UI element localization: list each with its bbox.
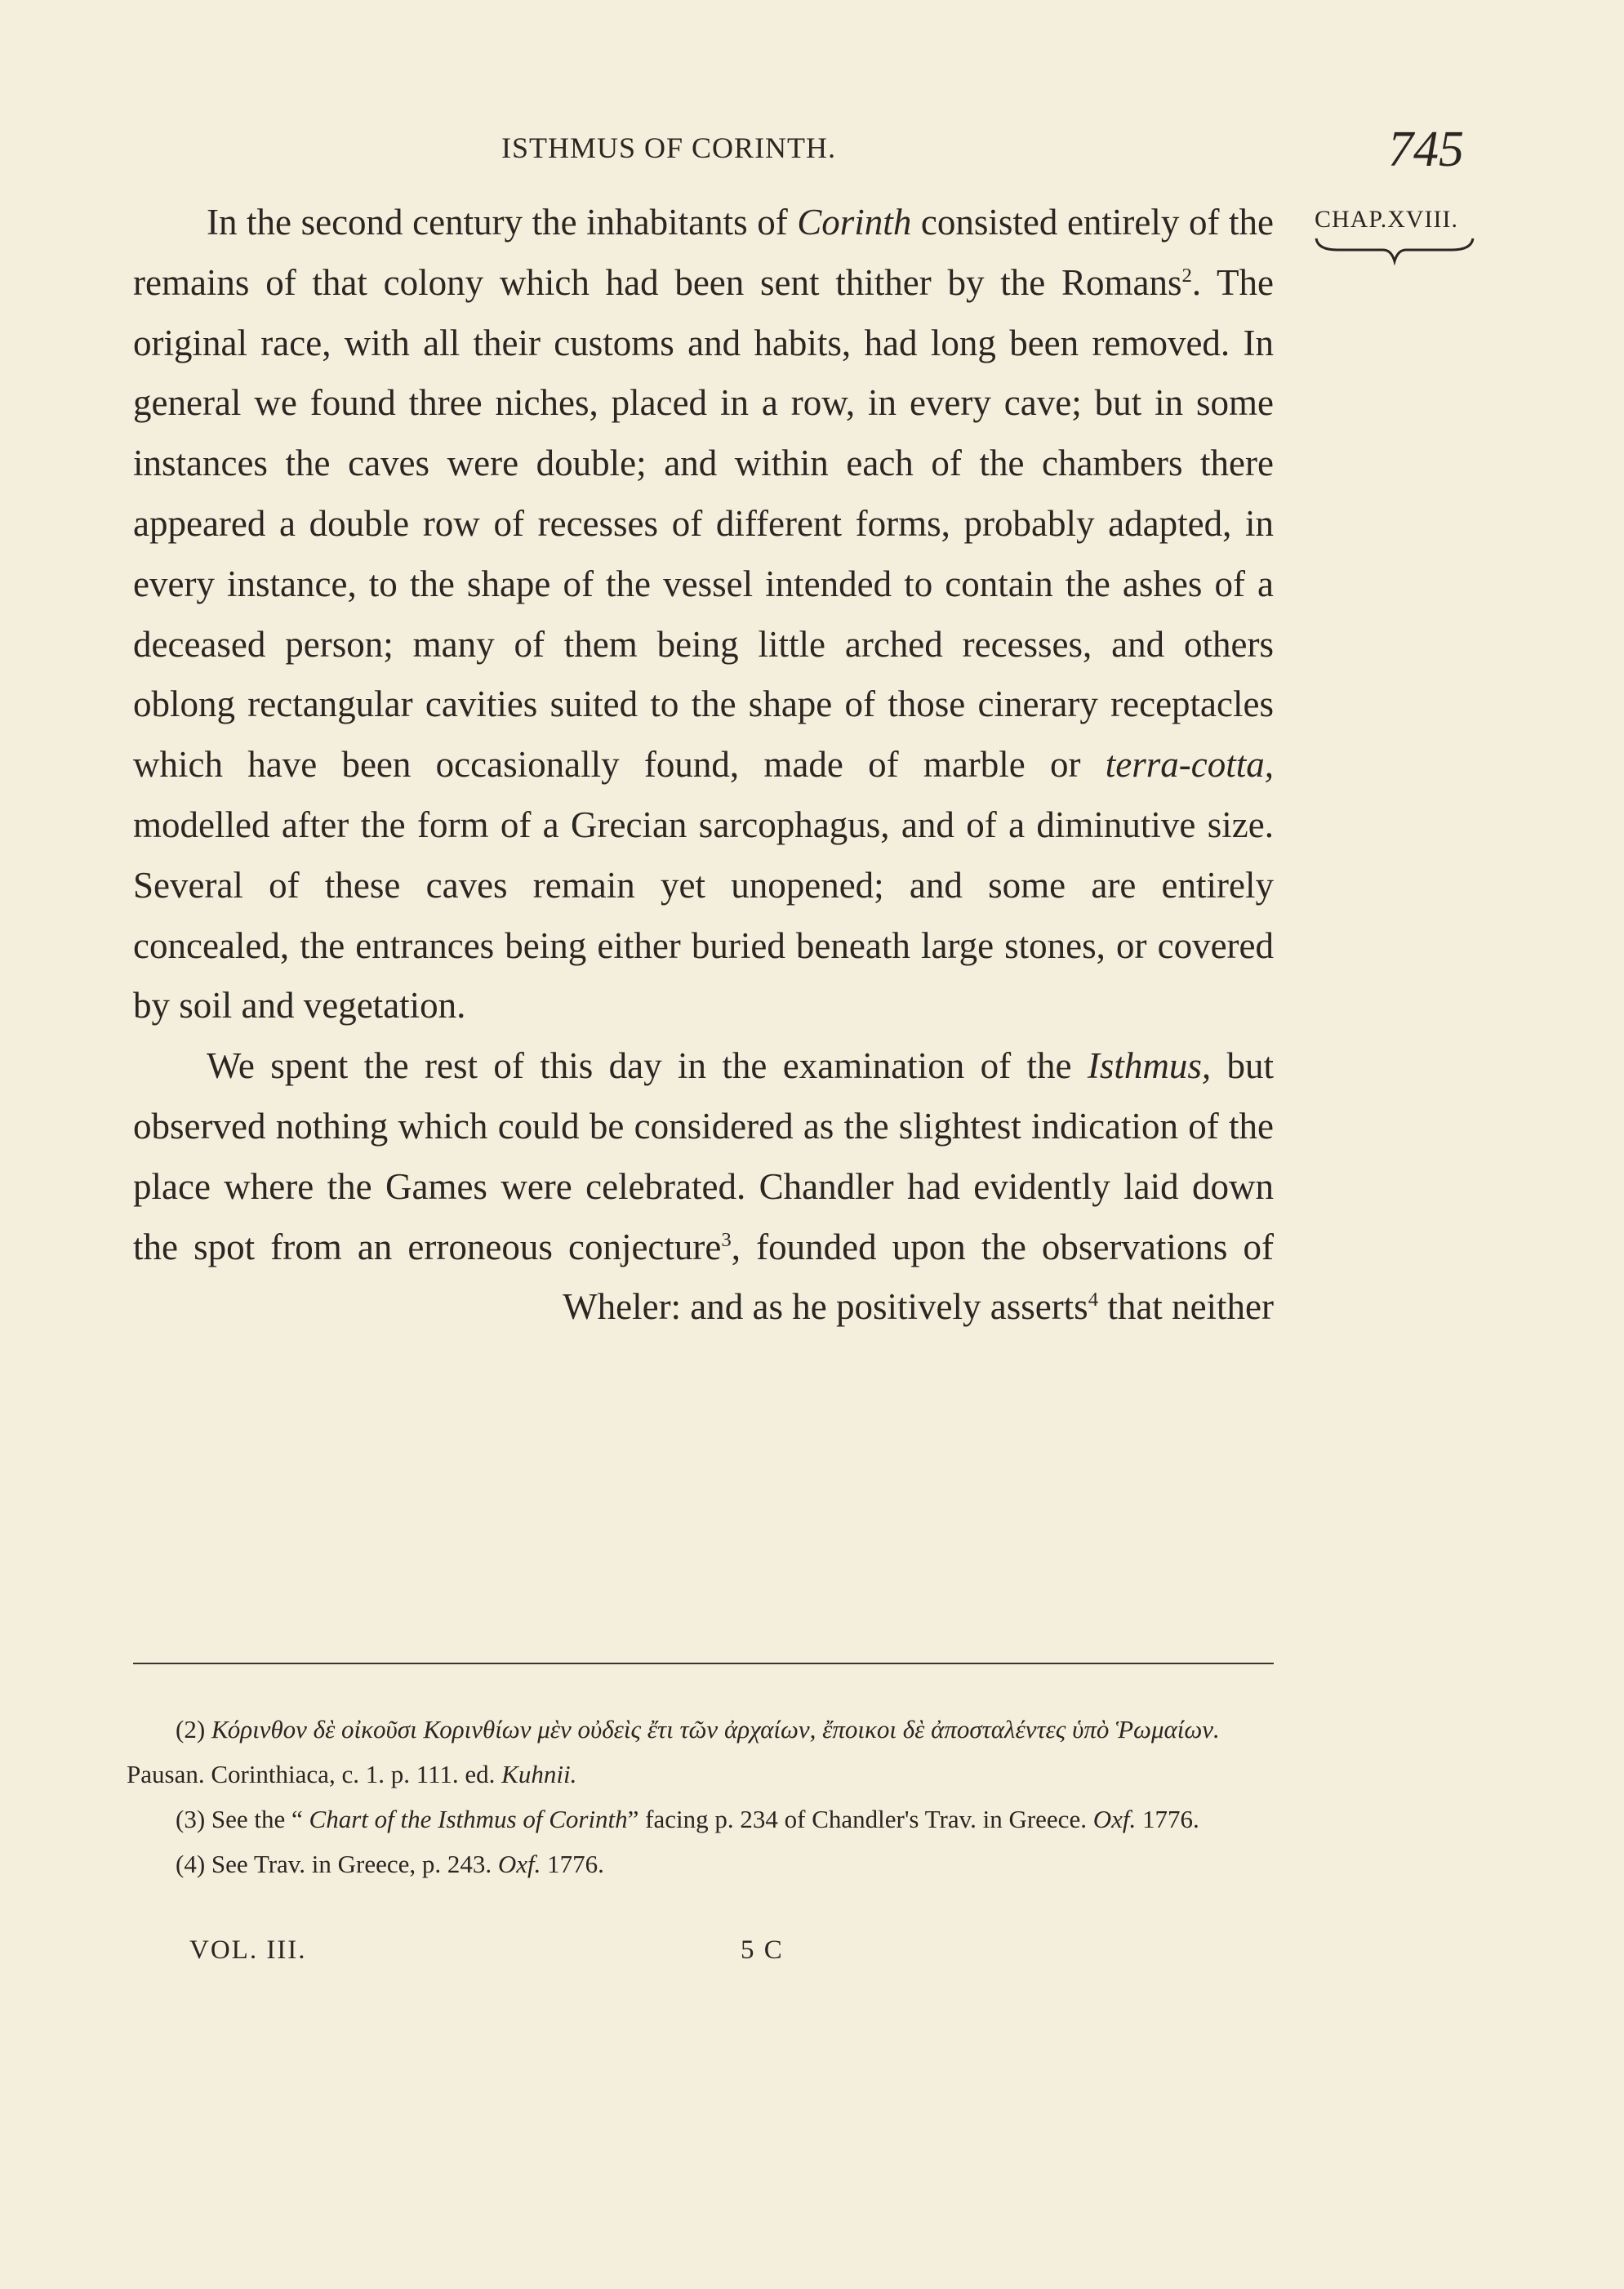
chart-title: Chart of the Isthmus of Corinth <box>309 1805 628 1833</box>
chapter-marginal-note: CHAP.XVIII. <box>1315 206 1458 233</box>
paragraph-1 <box>133 193 1274 1036</box>
page-number: 745 <box>1388 122 1464 177</box>
footnote-number: (3) <box>176 1805 206 1833</box>
catchword: neither <box>1172 1286 1274 1328</box>
text-run: Pausan. Corinthiaca, c. 1. p. 111. ed. <box>127 1760 502 1788</box>
text-run: 1776. <box>541 1850 604 1878</box>
text-run: modelled after the form of a Grecian sarcophagus, and of a diminutive size. Several of these caves remain yet unopened; and some are entirely concealed, the entrances being either buried beneath large stones, or covered by soil and vegetation. <box>133 804 1274 1026</box>
place-abbrev: Oxf. <box>1092 1805 1137 1833</box>
text-run: In the second century the inhabitants of <box>207 202 798 243</box>
volume-label: VOL. III. <box>189 1935 307 1965</box>
text-run: . The original race, with all their customs and habits, had long been removed. In general we found three niches, placed in a row, in every cave; but in some instances the caves were double; and within each of the chambers there appeared a double row of recesses of different forms, probably adapted, in every instance, to the shape of the vessel intended to contain the ashes of a deceased person; many of them being little arched recesses, and others oblong rectangular cavities suited to the shape of those cinerary receptacles which have been occasionally found, made of marble or <box>133 261 1274 786</box>
text-run: We spent the rest of this day in the examination of the <box>207 1045 1088 1087</box>
editor-name: Kuhnii. <box>501 1760 577 1788</box>
footnote-ref: 3 <box>721 1228 732 1251</box>
footnote-number: (2) <box>176 1715 206 1743</box>
running-title: ISTHMUS OF CORINTH. <box>501 131 837 164</box>
text-run: consisted entirely of the remains of that colony which had been sent thither by the Romans <box>133 202 1274 303</box>
footnote-3 <box>127 1797 1278 1841</box>
text-run: , founded upon the observations of Wheler: and as he positively asserts <box>563 1226 1274 1328</box>
text-run: but observed nothing which could be considered as the slightest indication of the place where the Games were celebrated. Chandler had evidently laid down the spot from an erroneous conjecture <box>133 1045 1274 1267</box>
footnote-4 <box>127 1841 1278 1886</box>
footnote-rule <box>133 1663 1274 1664</box>
footnote-ref: 2 <box>1181 264 1192 287</box>
brace-ornament <box>1313 235 1476 268</box>
body-text <box>133 193 1274 1338</box>
footnotes <box>127 1707 1278 1886</box>
footnote-ref: 4 <box>1088 1289 1099 1311</box>
text-run: See Trav. in Greece, p. 243. <box>205 1850 498 1878</box>
signature-mark: 5 C <box>741 1935 784 1965</box>
paragraph-2 <box>133 1036 1274 1338</box>
footnote-number: (4) <box>176 1850 206 1878</box>
place-abbrev: Oxf. <box>497 1850 541 1878</box>
running-head <box>0 121 1624 177</box>
greek-quotation: Κόρινθον δὲ οἰκοῦσι Κορινθίων μὲν οὐδεὶς ἔτι τῶν ἀρχαίων, ἔποικοι δὲ ἀποσταλέντες ὑπὸ Ῥωμαίων. <box>211 1715 1220 1743</box>
signature-line <box>189 1935 843 1976</box>
footnote-2 <box>127 1707 1278 1797</box>
place-name: Corinth <box>797 202 912 243</box>
text-run: that <box>1098 1286 1163 1328</box>
text-run: See the “ <box>205 1805 309 1833</box>
text-run: 1776. <box>1136 1805 1199 1833</box>
place-name: Isthmus, <box>1087 1045 1212 1087</box>
text-run: ” facing p. 234 of Chandler's Trav. in Greece. <box>627 1805 1093 1833</box>
term-italic: terra-cotta, <box>1105 744 1274 786</box>
